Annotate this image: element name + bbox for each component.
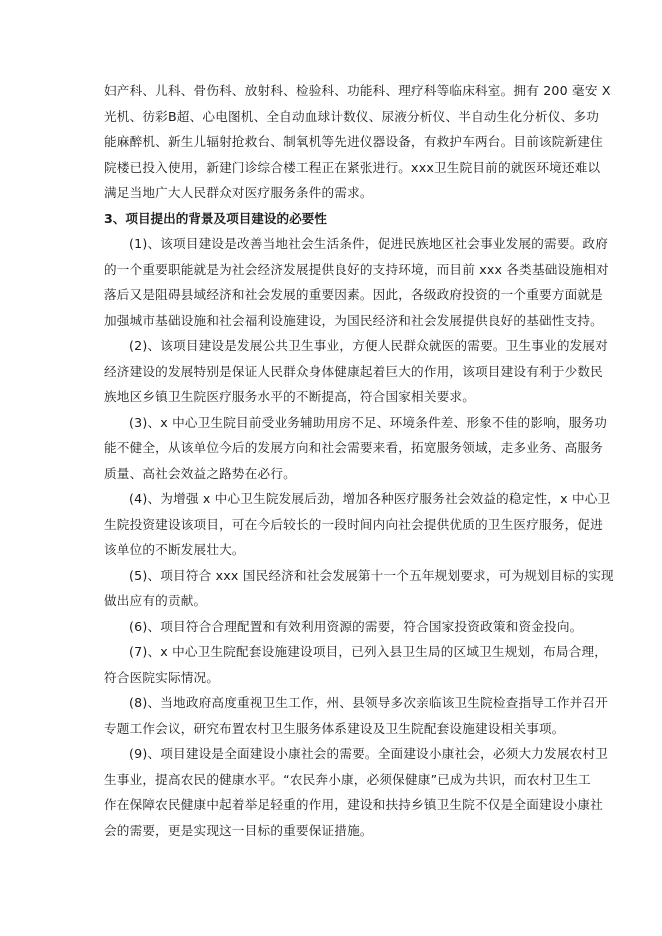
item-line: 作在保障农民健康中起着举足轻重的作用，建设和扶持乡镇卫生院不仅是全面建设小康社: [104, 797, 603, 812]
intro-line: 能麻醉机、新生儿辐射抢救台、制氧机等先进仪器设备，有救护车两台。目前该院新建住: [104, 134, 603, 149]
item-line: 该单位的不断发展壮大。: [104, 542, 245, 557]
item-paragraph-8: [104, 690, 609, 741]
item-paragraph-1: [104, 231, 609, 333]
intro-line: 院楼已投入使用，新建门诊综合楼工程正在紧张进行。xxx卫生院目前的就医环境还难以: [104, 159, 601, 175]
item-line: 符合医院实际情况。: [104, 669, 220, 685]
item-line: (3)、x 中心卫生院目前受业务辅助用房不足、环境条件差、形象不佳的影响，服务功: [129, 414, 608, 430]
intro-line: 光机、彷彩B超、心电图机、全自动血球计数仪、尿液分析仪、半自动生化分析仪、多功: [104, 108, 600, 124]
document-body: [104, 78, 614, 843]
item-line: 做出应有的贡献。: [104, 593, 207, 608]
item-line: 生院投资建设该项目，可在今后较长的一段时间内向社会提供优质的卫生医疗服务，促进: [104, 516, 603, 532]
item-line: 的一个重要职能就是为社会经济发展提供良好的支持环境，而目前 xxx 各类基础设施相对: [104, 261, 609, 277]
item-line: (9)、项目建设是全面建设小康社会的需要。全面建设小康社会，必须大力发展农村卫: [129, 746, 609, 761]
item-paragraph-6: [104, 614, 583, 640]
item-paragraph-5: [104, 563, 614, 614]
item-paragraph-4: [104, 486, 611, 563]
item-line: 能不健全，从该单位今后的发展方向和社会需要来看，拓宽服务领域，走多业务、高服务: [104, 440, 603, 455]
intro-line: 满足当地广大人民群众对医疗服务条件的需求。: [104, 185, 373, 200]
item-line: (4)、为增强 x 中心卫生院发展后劲，增加各种医疗服务社会效益的稳定性，x 中心卫: [129, 491, 611, 506]
item-line: (7)、x 中心卫生院配套设施建设项目，已列入县卫生局的区域卫生规划，布局合理，: [129, 644, 608, 659]
item-paragraph-7: [104, 639, 608, 690]
item-line: 经济建设的发展特别是保证人民群众身体健康起着巨大的作用，该项目建设有利于少数民: [104, 363, 603, 379]
intro-line: 妇产科、儿科、骨伤科、放射科、检验科、功能科、理疗科等临床科室。拥有 200 毫安 X: [104, 83, 611, 98]
item-line: 会的需要，更是实现这一目标的重要保证措施。: [104, 822, 373, 838]
section-heading: 3、项目提出的背景及项目建设的必要性: [104, 210, 327, 226]
item-line: (2)、该项目建设是发展公共卫生事业，方便人民群众就医的需要。卫生事业的发展对: [129, 338, 609, 353]
item-line: 质量、高社会效益之路势在必行。: [104, 465, 296, 481]
item-line: (1)、该项目建设是改善当地社会生活条件，促进民族地区社会事业发展的需要。政府: [129, 236, 609, 251]
item-line: 落后又是阻碍县域经济和社会发展的重要因素。因此，各级政府投资的一个重要方面就是: [104, 287, 603, 302]
item-line: 加强城市基础设施和社会福利设施建设，为国民经济和社会发展提供良好的基础性支持。: [104, 312, 603, 328]
item-line: (8)、当地政府高度重视卫生工作，州、县领导多次亲临该卫生院检查指导工作并召开: [129, 695, 609, 710]
item-line: 专题工作会议，研究布置农村卫生服务体系建设及卫生院配套设施建设相关事项。: [104, 720, 565, 736]
item-line: 族地区乡镇卫生院医疗服务水平的不断提高，符合国家相关要求。: [104, 389, 476, 404]
item-paragraph-2: [104, 333, 609, 410]
intro-paragraph: [104, 78, 611, 206]
item-line: (5)、项目符合 xxx 国民经济和社会发展第十一个五年规划要求，可为规划目标的实现: [129, 567, 614, 583]
item-line: 生事业，提高农民的健康水平。“农民奔小康，必须保健康”已成为共识，而农村卫生工: [104, 771, 591, 787]
item-paragraph-9: [104, 741, 609, 843]
item-paragraph-3: [104, 410, 608, 487]
item-line: (6)、项目符合合理配置和有效利用资源的需要，符合国家投资政策和资金投向。: [129, 618, 583, 634]
